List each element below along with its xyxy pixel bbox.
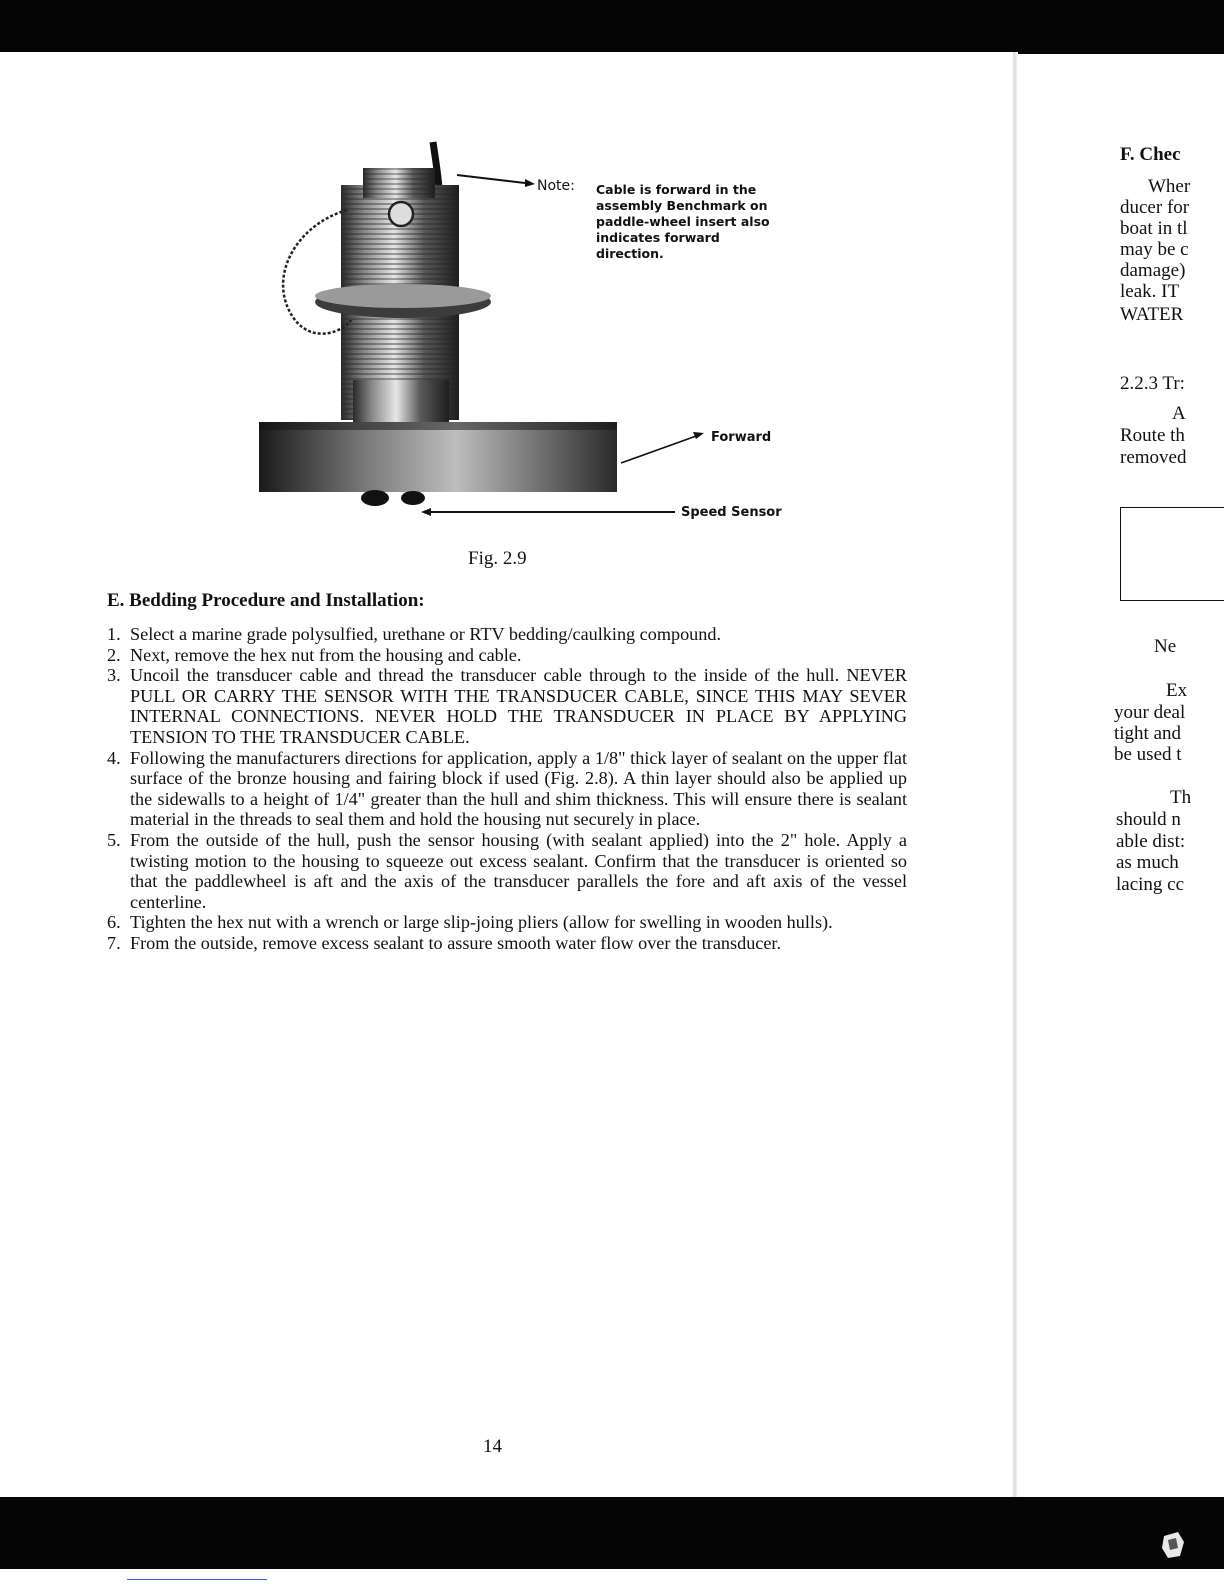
facing-text-line: WATER xyxy=(1120,304,1184,325)
step-text: Next, remove the hex nut from the housing and cable. xyxy=(130,644,522,665)
facing-page xyxy=(1018,52,1224,1497)
step-number: 7. xyxy=(107,932,121,953)
note-label: Note: xyxy=(537,178,575,194)
facing-text-line: boat in tl xyxy=(1120,218,1188,239)
step-number: 4. xyxy=(107,747,121,768)
facing-text-line: A xyxy=(1172,403,1186,424)
page-number: 14 xyxy=(483,1436,502,1457)
facing-heading-f: F. Chec xyxy=(1120,144,1181,165)
step-text: From the outside, remove excess sealant to assure smooth water flow over the transducer. xyxy=(130,932,782,953)
facing-text-line: leak. IT xyxy=(1120,281,1180,302)
list-item xyxy=(107,645,907,666)
speed-sensor-label: Speed Sensor xyxy=(681,505,782,520)
step-text: From the outside of the hull, push the sensor housing (with sealant applied) into the 2" hole. Apply a twisting motion to the housing to squeeze out excess sealant. Confirm that the transducer is oriented so that the paddlewheel is aft and the axis of the transducer parallels the fore and aft axis of the vessel centerline. xyxy=(130,829,907,912)
underline-link-mark xyxy=(127,1579,267,1580)
step-number: 5. xyxy=(107,829,121,850)
step-text: Uncoil the transducer cable and thread the transducer cable through to the inside of the hull. NEVER PULL OR CARRY THE SENSOR WITH THE TRANSDUCER CABLE, SINCE THIS MAY SEVER INTERNAL CONNECTIONS. NEVER HOLD THE TRANSDUCER IN PLACE BY APPLYING TENSION TO THE TRANSDUCER CABLE. xyxy=(130,665,907,747)
facing-text-line: should n xyxy=(1116,809,1181,830)
figure-caption: Fig. 2.9 xyxy=(468,548,527,569)
facing-text-line: tight and xyxy=(1114,723,1182,744)
facing-text-line: damage) xyxy=(1120,260,1186,281)
facing-text-line: able dist: xyxy=(1116,831,1186,852)
note-text: Cable is forward in the assembly Benchmark on paddle-wheel insert also indicates forward direction. xyxy=(596,182,770,261)
facing-text-line: your deal xyxy=(1114,702,1186,723)
list-item xyxy=(107,830,907,912)
facing-text-line: Route th xyxy=(1120,425,1185,446)
step-number: 2. xyxy=(107,644,121,665)
installation-steps xyxy=(107,624,907,954)
list-item xyxy=(107,912,907,933)
step-text: Tighten the hex nut with a wrench or large slip-joing pliers (allow for swelling in wooden hulls). xyxy=(130,912,833,933)
list-item xyxy=(107,665,907,747)
step-number: 3. xyxy=(107,665,121,686)
step-number: 6. xyxy=(107,912,121,933)
figure-2-9 xyxy=(255,130,795,525)
facing-text-line: may be c xyxy=(1120,239,1189,260)
step-text: Following the manufacturers directions for application, apply a 1/8" thick layer of sealant on the upper flat surface of the bronze housing and fairing block if used (Fig. 2.8). A thin layer should also be applied up the sidewalls to a height of 1/4" greater than the hull and shim thickness. This will ensure there is sealant material in the threads to seal them and hold the housing nut securely in place. xyxy=(130,747,907,830)
section-heading: E. Bedding Procedure and Installation: xyxy=(107,590,425,611)
scan-corner-mark xyxy=(1160,1530,1186,1560)
facing-text-line: lacing cc xyxy=(1116,874,1185,895)
facing-box xyxy=(1120,507,1224,601)
step-number: 1. xyxy=(107,624,121,644)
facing-text-line: ducer for xyxy=(1120,197,1190,218)
list-item xyxy=(107,748,907,830)
list-item xyxy=(107,933,907,954)
step-text: Select a marine grade polysulfied, urethane or RTV bedding/caulking compound. xyxy=(130,624,722,644)
facing-text-line: removed xyxy=(1120,447,1187,468)
facing-heading-2-2-3: 2.2.3 Tr: xyxy=(1120,373,1185,394)
facing-text-line: Ex xyxy=(1166,680,1188,701)
facing-text-line: Wher xyxy=(1148,176,1191,197)
facing-text-line: Ne xyxy=(1154,636,1177,657)
facing-text-line: as much xyxy=(1116,852,1179,873)
forward-label: Forward xyxy=(711,430,772,445)
facing-text-line: Th xyxy=(1170,787,1192,808)
bottom-scan-border xyxy=(0,1497,1224,1569)
facing-text-line: be used t xyxy=(1114,744,1182,765)
list-item xyxy=(107,624,907,645)
